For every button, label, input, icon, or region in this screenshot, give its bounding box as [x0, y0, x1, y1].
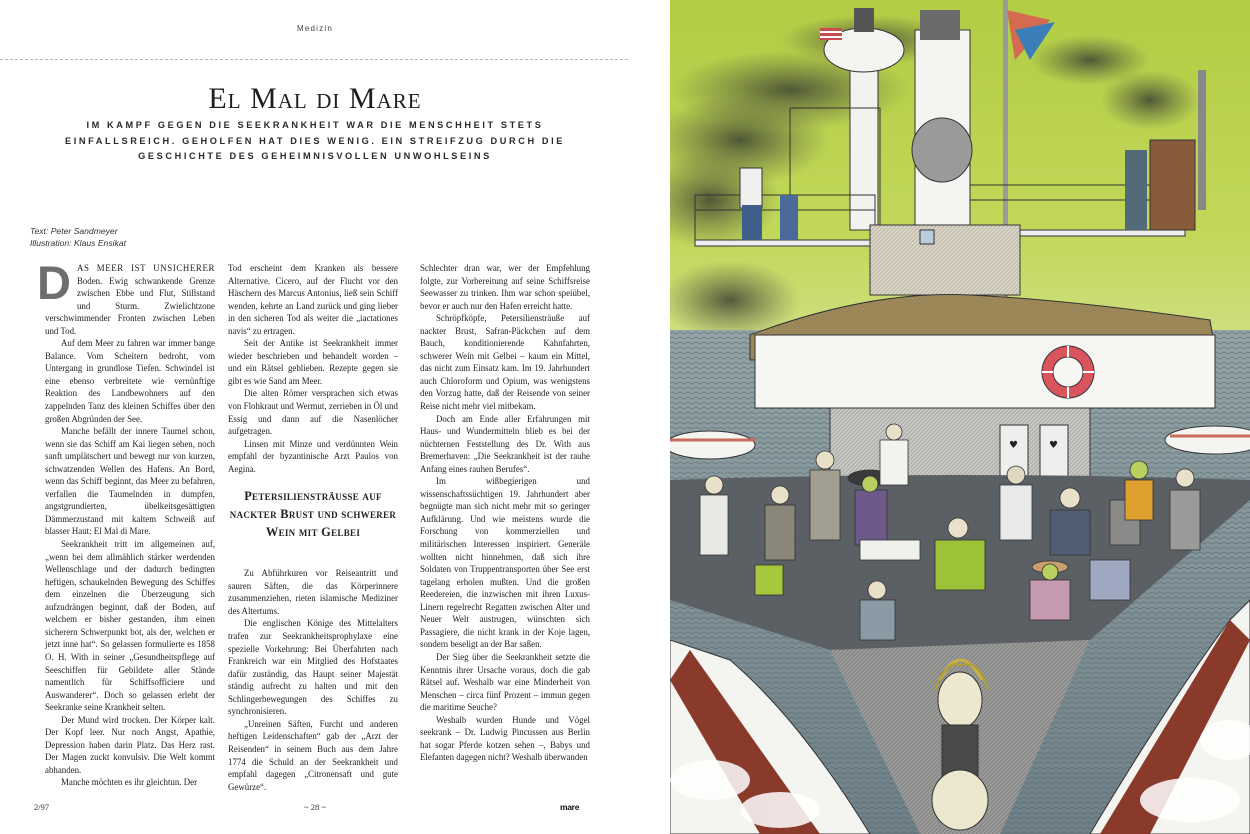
illustrator-credit: Illustration: Klaus Ensikat [30, 238, 127, 248]
column-2 [228, 262, 398, 793]
paragraph: Der Mund wird trocken. Der Körper kalt. Der Kopf leer. Nur noch Angst, Apathie, Depression haben darin Platz. Das Herz rast. Der Magen zuckt konvulsiv. Die Welt kommt abhanden. [45, 714, 215, 775]
issue-number: 2/97 [34, 802, 50, 812]
paragraph: Die alten Römer versprachen sich etwas von Flohkraut und Wermut, zerrieben in Öl und Essig und dann auf die Nasenlöcher aufgetragen. [228, 388, 398, 437]
paragraph: Manche möchten es ihr gleichtun. Der [61, 777, 198, 788]
column-1 [37, 256, 215, 789]
paragraph: Linsen mit Minze und verdünnten Wein empfahl der byzantinische Arzt Paulos von Aegina. [228, 438, 398, 474]
paragraph: Die englischen Könige des Mittelalters trafen zur Seekrankheitsprophylaxe eine spezielle Vorkehrung: Bei Überfahrten nach Frankreich war ein Mitglied des Hofstaates dafür zuständig, das Haupt seiner Majestät ständig aufrecht zu halten und mit den Schlingerbewegungen des Schiffes zu synchronisieren. [228, 618, 398, 717]
paragraph: Der Sieg über die Seekrankheit setzte die Kenntnis ihrer Ursache voraus, doch die gab Rätsel auf. Weshalb war eine Minderheit von Menschen – circa fünf Prozent – immun gegen die maritime Seuche? [420, 651, 590, 713]
superstructure [755, 335, 1215, 408]
paragraph: Auf dem Meer zu fahren war immer bange Balance. Vom Scheitern bedroht, vom Untergang in grundlose Tiefen. Schwindel ist eine ebenso verbreitete wie vernünftige Reaktion des Landbewohners auf den zappelnden Tanz des kleinen Schiffes über den großen Abgründen der See. [45, 338, 215, 424]
page-number: ~ 28 ~ [304, 802, 326, 812]
paragraph: Seit der Antike ist Seekrankheit immer wieder beschrieben und behandelt worden – und ein Rätsel geblieben. Rezepte gegen sie gibt es wie Sand am Meer. [228, 338, 398, 386]
drop-cap: D [37, 256, 71, 309]
paragraph: Tod erscheint dem Kranken als bessere Alternative. Cicero, auf der Flucht vor den Häschern des Marcus Antonius, ließ sein Schiff wenden, kehrte an Land zurück und ging lieber in den sicheren Tod als weiter die „iactationes navis“ zu ertragen. [228, 263, 398, 336]
paragraph: Zu Abführkuren vor Reiseantritt und sauren Säften, die das Körperinnere zusammenziehen, rieten islamische Mediziner des Altertums. [228, 568, 398, 616]
illustration-svg [670, 0, 1250, 834]
subheading: Petersiliensträusse auf nackter Brust und schwerer Wein mit Gelbei [229, 489, 397, 540]
column-3 [420, 262, 590, 764]
brand-logo: mare [560, 802, 580, 812]
green-coat-passenger [935, 540, 985, 590]
lead-in-caps: AS MEER IST UNSICHERER [76, 263, 215, 273]
header-rule [0, 59, 628, 60]
credits [30, 225, 230, 249]
paragraph: Manche befällt der innere Taumel schon, wenn sie das Schiff am Kai liegen sehen, noch sanft umplätschert und bewegt nur von kurzen, schwatzenden Wellen des Hafens. An Bord, wenn das Schiff beginnt, das Meer zu befahren, verfallen die Taumelnden in dumpfen, angstgrundierten, übelkeitsgesättigten Dämmerzustand mit kaltem Schweiß auf blasser Haut: El Mal di Mare. [45, 426, 215, 537]
paragraph: Weshalb wurden Hunde und Vögel seekrank – Dr. Ludwig Pincussen aus Berlin hat sogar Pferde kotzen sehen –, Babys und Elefanten dagegen nicht? Weshalb überwanden [420, 714, 590, 763]
svg-text:♥: ♥ [1049, 440, 1058, 451]
ship-illustration [670, 0, 1250, 834]
article-subtitle: IM KAMPF GEGEN DIE SEEKRANKHEIT WAR DIE MENSCHHEIT STETS EINFALLSREICH. GEHOLFEN HAT DIES WENIG. EIN STREIFZUG DURCH DIE GESCHICHTE DES GEHEIMNISVOLLEN UNWOHLSEINS [64, 120, 565, 161]
author-credit: Text: Peter Sandmeyer [30, 226, 118, 236]
paragraph: Im wißbegierigen und wissenschaftssüchtigen 19. Jahrhundert aber begnügte man sich nicht mehr mit so geringer Aufklärung. Und wie meistens wurde die Forschung von kommerziellen und militärischen Interessen inspiriert. Generäle wollten nicht hinnehmen, daß sich ihre Soldaten von Truppentransporten über See erst tagelang erholen mußten. Und die großen Reedereien, die inzwischen mit ihren Luxus-Linern regelrecht Regatten zwischen Alter und Neuer Welt austrugen, wünschten sich Passagiere, die nicht krank in der Koje lagen, sondern beseligt an der Bar saßen. [420, 476, 590, 650]
article-title: El Mal di Mare [208, 82, 422, 115]
paragraph: DAS MEER IST UNSICHERER Boden. Ewig schwankende Grenze zwischen Ebbe und Flut, Stillstand und Sturm. Zwielichtzone verschwimmender Fronten zwischen Leben und Tod. [37, 256, 215, 336]
paragraph: Doch am Ende aller Erfahrungen mit Haus- und Wundermitteln blieb es bei der nüchternen Feststellung des Dr. With aus Bremerhaven: „Die Seekrankheit ist der rauhe Anfang eines rauhen Berufes“. [420, 413, 590, 474]
svg-text:♥: ♥ [1009, 440, 1018, 451]
section-label: Medizin [297, 24, 333, 33]
paragraph: Schröpfköpfe, Petersiliensträuße auf nackter Brust, Safran-Päckchen auf dem Bauch, konditionierende Kahnfahrten, schwerer Wein mit Gelbei – kaum ein Mittel, das nicht zum Einsatz kam. Im 19. Jahrhundert auch Chloroform und Opium, was wenigstens den Vorzug hatte, daß der Reisende von seiner Reise nicht mehr viel mitbekam. [420, 313, 590, 412]
paragraph: Schlechter dran war, wer der Empfehlung folgte, zur Vorbereitung auf seine Schiffsreise Seewasser zu trinken. Ihm war schon speiübel, bevor er auch nur den Hafen erreicht hatte. [420, 263, 590, 311]
paragraph: Seekrankheit tritt im allgemeinen auf, „wenn bei dem allmählich stärker werdenden Wellenschlage und der dadurch bedingten heftigen, schaukelnden Bewegung des Schiffes dem einzelnen die Überzeugung sich aufzudrängen beginnt, daß der Boden, auf welchem er bisher gestanden, ihm einen sicherern Schwerpunkt bot, als der, welchen er jetzt inne hat“. So gelassen formulierte es 1858 O. H. With in seiner „Gesundheitspflege auf Seeschiffen für Gebildete aller Stände namentlich für Schiffsofficiere und Auswanderer“. Doch so gelassen erlebt der Seekranke seine Krankheit selten. [45, 539, 215, 713]
paragraph: „Unreinen Säften, Furcht und anderen heftigen Leidenschaften“ gab der „Arzt der Reisenden“ in seinem Buch aus dem Jahre 1774 die Schuld an der Seekrankheit und empfahl dagegen „Citronensaft und gute Gewürze“. [228, 718, 398, 792]
